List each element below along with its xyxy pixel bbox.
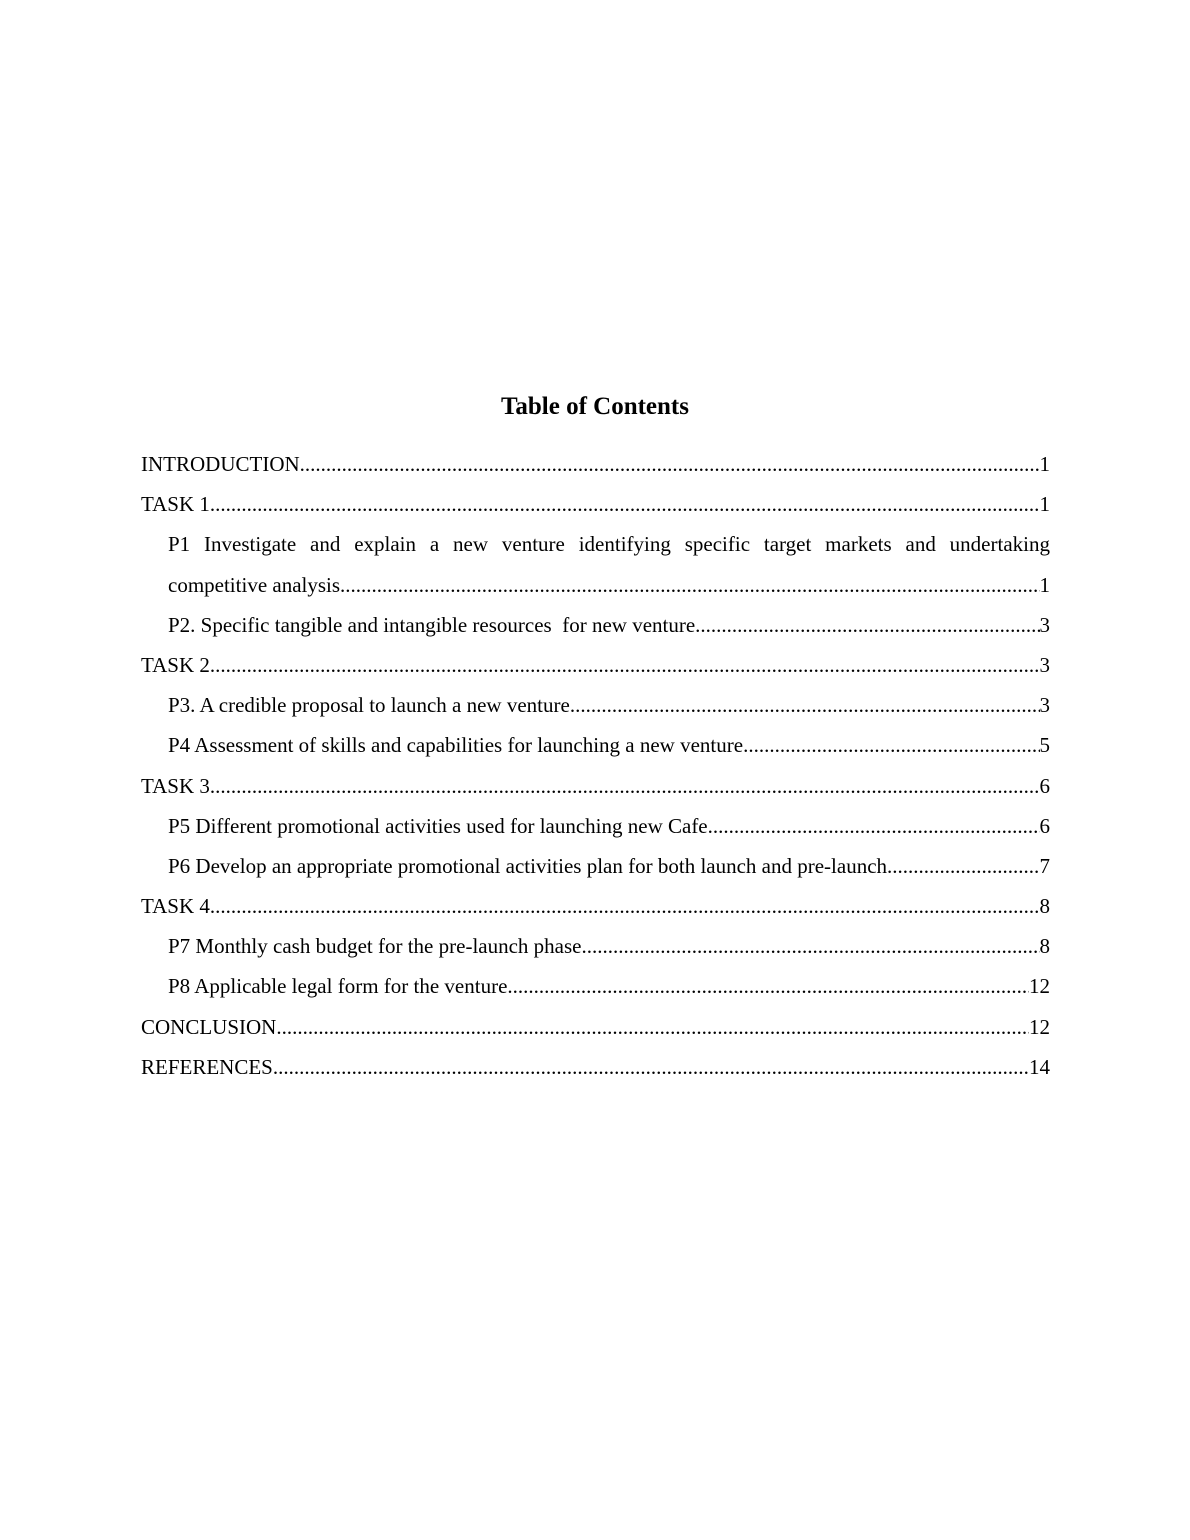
- toc-page-number: 12: [1029, 974, 1050, 999]
- toc-dot-leader: [887, 846, 1039, 886]
- toc-page-number: 3: [1039, 612, 1050, 637]
- toc-title: Table of Contents: [501, 393, 689, 420]
- toc-page-number: 7: [1039, 853, 1050, 878]
- toc-page-number: 1: [1039, 452, 1050, 476]
- toc-dot-leader: [210, 484, 1040, 524]
- toc-dot-leader: [570, 685, 1040, 725]
- toc-entry-text: REFERENCES: [141, 1054, 273, 1079]
- toc-entry-conclusion[interactable]: [141, 1007, 1050, 1047]
- toc-page-number: 12: [1029, 1014, 1050, 1039]
- toc-page-number: 1: [1039, 572, 1050, 597]
- toc-dot-leader: [300, 444, 1040, 484]
- toc-entry-text: TASK 1: [141, 492, 210, 517]
- toc-entry-text: TASK 2: [141, 652, 210, 677]
- toc-entry-text: P4 Assessment of skills and capabilities for launching a new venture: [168, 733, 744, 758]
- toc-dot-leader: [273, 1047, 1029, 1087]
- toc-entry-p1[interactable]: [168, 524, 1050, 604]
- toc-entry-text: P5 Different promotional activities used for launching new Cafe: [168, 813, 708, 838]
- toc-dot-leader: [743, 725, 1039, 765]
- toc-entry-task-2[interactable]: [141, 645, 1050, 685]
- toc-entry-references[interactable]: [141, 1047, 1050, 1087]
- toc-dot-leader: [507, 966, 1029, 1006]
- toc-dot-leader: [210, 766, 1040, 806]
- toc-entry-text: P7 Monthly cash budget for the pre-launch phase: [168, 934, 582, 959]
- toc-dot-leader: [695, 605, 1039, 645]
- toc-page-number: 3: [1039, 652, 1050, 677]
- toc-entry-p6[interactable]: [168, 846, 1050, 886]
- toc-entry-text: competitive analysis: [168, 572, 341, 597]
- toc-page-number: 8: [1039, 894, 1050, 919]
- toc-entry-text: TASK 3: [141, 773, 210, 798]
- toc-entry-task-4[interactable]: [141, 886, 1050, 926]
- toc-page-number: 1: [1039, 492, 1050, 517]
- table-of-contents: [141, 444, 1050, 1087]
- toc-page-number: 8: [1039, 934, 1050, 959]
- toc-page-number: 6: [1039, 773, 1050, 798]
- toc-entry-text: CONCLUSION: [141, 1014, 277, 1039]
- toc-entry-text: P3. A credible proposal to launch a new venture: [168, 693, 570, 718]
- toc-entry-text: TASK 4: [141, 894, 210, 919]
- toc-entry-task-1[interactable]: [141, 484, 1050, 524]
- toc-entry-introduction[interactable]: [141, 444, 1050, 484]
- toc-entry-p5[interactable]: [168, 806, 1050, 846]
- toc-entry-p7[interactable]: [168, 926, 1050, 966]
- toc-dot-leader: [210, 886, 1040, 926]
- toc-entry-p2[interactable]: [168, 605, 1050, 645]
- toc-page-number: 6: [1039, 813, 1050, 838]
- toc-entry-p3[interactable]: [168, 685, 1050, 725]
- toc-dot-leader: [340, 565, 1039, 605]
- toc-page-number: 14: [1029, 1054, 1050, 1079]
- toc-entry-p4[interactable]: [168, 725, 1050, 765]
- toc-page-number: 3: [1039, 693, 1050, 718]
- toc-entry-text: P6 Develop an appropriate promotional activities plan for both launch and pre-launch: [168, 853, 888, 878]
- toc-entry-task-3[interactable]: [141, 766, 1050, 806]
- toc-entry-text: P8 Applicable legal form for the venture: [168, 974, 508, 999]
- toc-dot-leader: [210, 645, 1040, 685]
- toc-dot-leader: [708, 806, 1040, 846]
- toc-entry-p8[interactable]: [168, 966, 1050, 1006]
- toc-entry-text: P2. Specific tangible and intangible resources for new venture: [168, 612, 696, 637]
- toc-entry-text: INTRODUCTION: [141, 452, 300, 476]
- toc-dot-leader: [276, 1007, 1029, 1047]
- toc-dot-leader: [581, 926, 1039, 966]
- toc-page-number: 5: [1039, 733, 1050, 758]
- toc-entry-text-line1: P1 Investigate and explain a new venture identifying specific target markets and undertaking: [168, 532, 1050, 557]
